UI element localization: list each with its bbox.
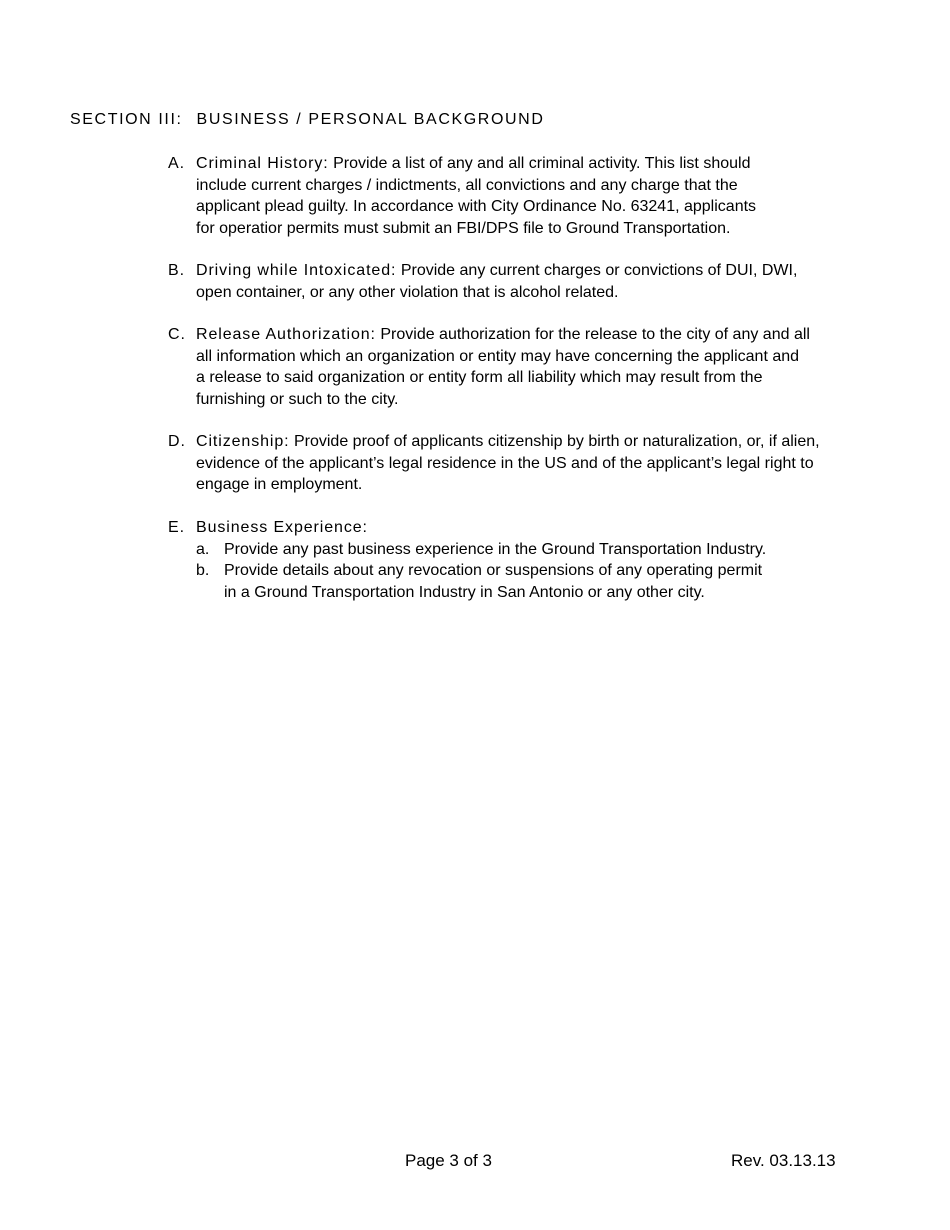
item-text-line: open container, or any other violation that is alcohol related. [196, 283, 619, 301]
item-marker: A. [168, 155, 186, 172]
item-label: Citizenship: [196, 433, 290, 450]
item-label: Business Experience: [196, 519, 368, 536]
section-number: SECTION III: [70, 111, 183, 128]
section-heading [70, 111, 544, 129]
revision-label: Rev. 03.13.13 [731, 1151, 836, 1170]
list-item-criminal-history [168, 153, 898, 239]
sub-item-text-line: Provide any past business experience in the Ground Transportation Industry. [224, 540, 767, 558]
list-item-release-authorization [168, 324, 898, 410]
item-text-line: Provide proof of applicants citizenship by birth or naturalization, or, if alien, [293, 433, 820, 450]
item-text-line: Provide a list of any and all criminal activity. This list should [333, 155, 751, 172]
item-text-line: all information which an organization or entity may have concerning the applicant and [196, 347, 800, 365]
item-text-line: furnishing or such to the city. [196, 390, 399, 408]
item-label: Criminal History: [196, 155, 329, 172]
item-label: Release Authorization: [196, 326, 376, 343]
item-text-line: Provide authorization for the release to the city of any and all [380, 326, 810, 343]
item-text-line: include current charges / indictments, all convictions and any charge that the [196, 176, 738, 194]
item-marker: C. [168, 326, 186, 343]
item-text-line: evidence of the applicant’s legal residence in the US and of the applicant’s legal right to [196, 454, 814, 472]
sub-item-text-line: in a Ground Transportation Industry in San Antonio or any other city. [224, 583, 705, 601]
list-item-driving-while-intoxicated [168, 260, 898, 303]
item-text-line: a release to said organization or entity form all liability which may result from the [196, 369, 763, 386]
item-text-line: engage in employment. [196, 476, 363, 493]
item-text-line: applicant plead guilty. In accordance with City Ordinance No. 63241, applicants [196, 198, 757, 215]
sub-list-item [196, 560, 898, 603]
list-item-business-experience [168, 517, 898, 603]
item-marker: E. [168, 519, 186, 536]
item-marker: B. [168, 262, 186, 279]
list-item-citizenship [168, 431, 898, 496]
item-label: Driving while Intoxicated: [196, 262, 397, 279]
page-number: Page 3 of 3 [405, 1151, 492, 1170]
sub-item-marker: a. [196, 540, 210, 558]
sub-list-item [196, 539, 898, 561]
sub-item-marker: b. [196, 562, 210, 579]
item-text-line: Provide any current charges or convictions of DUI, DWI, [400, 262, 798, 279]
section-title: BUSINESS / PERSONAL BACKGROUND [196, 111, 545, 128]
sub-item-text-line: Provide details about any revocation or suspensions of any operating permit [224, 562, 763, 579]
item-marker: D. [168, 433, 186, 450]
item-text-line: for operatior permits must submit an FBI/DPS file to Ground Transportation. [196, 219, 731, 237]
